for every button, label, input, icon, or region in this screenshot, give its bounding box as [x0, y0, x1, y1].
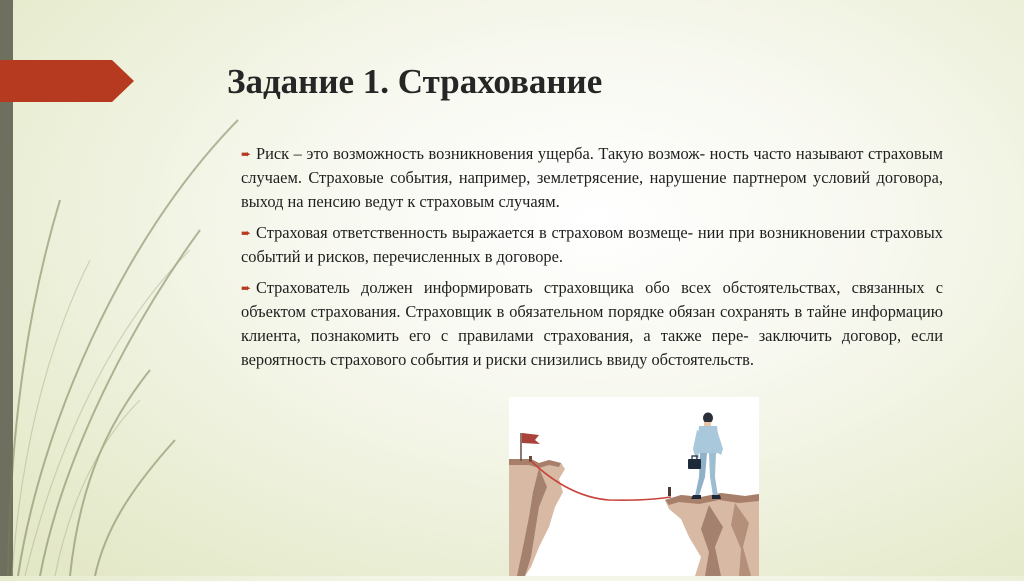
- arrow-bullet-icon: ➨: [241, 226, 252, 240]
- cliff-tightrope-illustration: [509, 397, 759, 576]
- paragraph-risk: [241, 142, 943, 214]
- arrow-bullet-icon: ➨: [241, 147, 252, 161]
- paragraph-text: Страховая ответственность выражается в страховом возмеще- нии при возникновении страховых событий и рисков, перечисленных в договоре.: [241, 223, 943, 266]
- paragraph-text: Страхователь должен информировать страховщика обо всех обстоятельствах, связанных с объектом страхования. Страховщик в обязательном порядке обязан сохранять в тайне информацию клиента, познакомить его с правилами страхования, а также пере- заключить договор, если вероятность страхового события и риски снизились ввиду обстоятельств.: [241, 278, 943, 369]
- paragraph-policyholder: [241, 276, 943, 372]
- slide-content: [241, 142, 943, 379]
- slide-title: Задание 1. Страхование: [227, 62, 603, 101]
- arrow-bullet-icon: ➨: [241, 281, 252, 295]
- title-accent-arrow: [0, 60, 134, 102]
- paragraph-text: Риск – это возможность возникновения ущерба. Такую возмож- ность часто называют страховым случаем. Страховые события, например, землетрясение, нарушение партнером условий договора, выход на пенсию ведут к страховым случаям.: [241, 144, 943, 211]
- paragraph-liability: [241, 221, 943, 269]
- cliff-illustration-graphic: [509, 397, 759, 576]
